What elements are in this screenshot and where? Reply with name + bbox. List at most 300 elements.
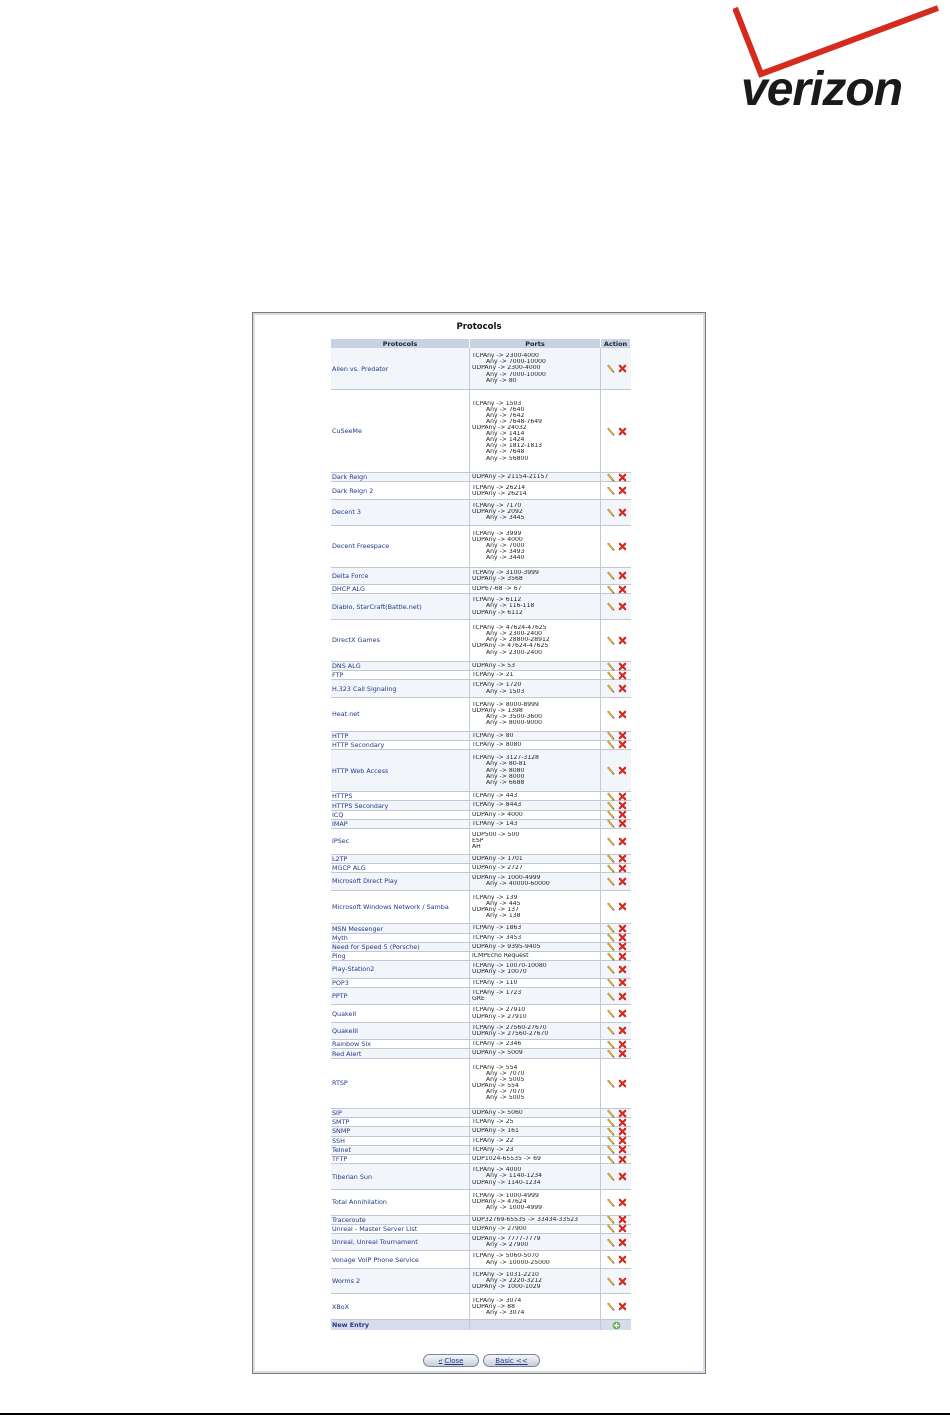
protocol-name-link[interactable]: PPTP	[331, 988, 470, 1004]
table-row	[331, 891, 631, 925]
action-cell	[601, 1269, 631, 1294]
protocol-name-link[interactable]: HTTP Web Access	[331, 750, 470, 791]
delete-x-icon[interactable]	[618, 1224, 627, 1233]
port-rule: Any -> 7648	[486, 449, 525, 456]
delete-x-icon[interactable]	[618, 1079, 627, 1088]
port-rule: TCPAny -> 7170	[472, 503, 522, 510]
port-rule: UDPAny -> 53	[472, 663, 516, 669]
edit-pencil-icon[interactable]	[606, 1238, 615, 1247]
edit-pencil-icon[interactable]	[606, 1009, 615, 1018]
delete-x-icon[interactable]	[618, 1109, 627, 1118]
ports-cell	[470, 952, 601, 960]
action-cell	[601, 1023, 631, 1039]
delete-x-icon[interactable]	[618, 1215, 627, 1224]
table-row	[331, 568, 631, 585]
protocol-name-link[interactable]: MGCP ALG	[331, 864, 470, 872]
port-rule: TCPAny -> 1720	[472, 682, 522, 689]
protocol-name-link[interactable]: Myth	[331, 934, 470, 942]
delete-x-icon[interactable]	[618, 486, 627, 495]
port-rule: UDPAny -> 137	[472, 906, 519, 913]
protocol-name-link[interactable]: XBoX	[331, 1294, 470, 1319]
protocol-name-link[interactable]: Delta Force	[331, 568, 470, 584]
port-rule: UDPAny -> 4000	[472, 536, 523, 543]
table-row	[331, 934, 631, 943]
port-rule: UDPAny -> 1398	[472, 708, 523, 715]
action-cell	[601, 1294, 631, 1319]
edit-pencil-icon[interactable]	[606, 902, 615, 911]
ports-cell	[470, 1137, 601, 1145]
protocol-name-link[interactable]: SIP	[331, 1109, 470, 1117]
edit-pencil-icon[interactable]	[606, 952, 615, 961]
action-cell	[601, 979, 631, 987]
ports-cell	[470, 829, 601, 854]
delete-x-icon[interactable]	[618, 854, 627, 863]
column-header-ports: Ports	[470, 339, 601, 348]
delete-x-icon[interactable]	[618, 710, 627, 719]
ports-cell	[470, 1269, 601, 1294]
protocol-name-link[interactable]: Red Alert	[331, 1049, 470, 1057]
action-cell	[601, 390, 631, 472]
edit-pencil-icon[interactable]	[606, 1049, 615, 1058]
port-rule: UDPAny -> 10070	[472, 969, 527, 976]
port-rule: Any -> 2220-3212	[486, 1278, 543, 1285]
protocol-name-link[interactable]: Dark Reign 2	[331, 482, 470, 498]
delete-x-icon[interactable]	[618, 924, 627, 933]
port-rule: TCPAny -> 139	[472, 894, 518, 901]
table-row	[331, 732, 631, 741]
edit-pencil-icon[interactable]	[606, 1109, 615, 1118]
ports-cell	[470, 1146, 601, 1154]
port-rule: Any -> 3074	[486, 1309, 525, 1316]
protocol-name-link[interactable]: Need for Speed 5 (Porsche)	[331, 943, 470, 951]
delete-x-icon[interactable]	[618, 571, 627, 580]
delete-x-icon[interactable]	[618, 978, 627, 987]
edit-pencil-icon[interactable]	[606, 585, 615, 594]
ports-cell	[470, 594, 601, 619]
action-cell	[601, 473, 631, 481]
ports-cell	[470, 1164, 601, 1189]
port-rule: Any -> 6688	[486, 779, 525, 786]
column-header-action: Action	[601, 339, 631, 348]
protocol-name-link[interactable]: Telnet	[331, 1146, 470, 1154]
edit-pencil-icon[interactable]	[606, 508, 615, 517]
ports-cell	[470, 1294, 601, 1319]
protocol-name-link[interactable]: MSN Messenger	[331, 924, 470, 932]
ports-cell	[470, 979, 601, 987]
delete-x-icon[interactable]	[618, 473, 627, 482]
delete-x-icon[interactable]	[618, 636, 627, 645]
edit-pencil-icon[interactable]	[606, 942, 615, 951]
port-rule: Any -> 1503	[486, 688, 525, 695]
ports-cell	[470, 801, 601, 809]
port-rule: Any -> 8080	[486, 767, 525, 774]
edit-pencil-icon[interactable]	[606, 933, 615, 942]
delete-x-icon[interactable]	[618, 1136, 627, 1145]
delete-x-icon[interactable]	[618, 585, 627, 594]
edit-pencil-icon[interactable]	[606, 571, 615, 580]
port-rule: Any -> 8000-9000	[486, 720, 543, 727]
port-rule: Any -> 3445	[486, 515, 525, 522]
protocol-name-link[interactable]: Total Annihilation	[331, 1190, 470, 1215]
action-cell	[601, 1137, 631, 1145]
edit-pencil-icon[interactable]	[606, 1277, 615, 1286]
edit-pencil-icon[interactable]	[606, 1136, 615, 1145]
edit-pencil-icon[interactable]	[606, 801, 615, 810]
edit-pencil-icon[interactable]	[606, 1026, 615, 1035]
port-rule: ICMPEcho Request	[472, 953, 529, 960]
action-cell	[601, 1146, 631, 1154]
table-row	[331, 1040, 631, 1049]
edit-pencil-icon[interactable]	[606, 1255, 615, 1264]
port-rule: UDP67-68 -> 67	[472, 586, 522, 593]
edit-pencil-icon[interactable]	[606, 965, 615, 974]
port-rule: UDPAny -> 2300-4000	[472, 365, 541, 372]
ports-cell	[470, 1155, 601, 1163]
ports-cell	[470, 568, 601, 584]
port-rule: UDP500 -> 500	[472, 832, 520, 839]
protocol-name-link[interactable]: Microsoft Windows Network / Samba	[331, 891, 470, 924]
protocol-name-link[interactable]: Microsoft Direct Play	[331, 873, 470, 889]
dialog-title: Protocols	[456, 322, 502, 332]
edit-pencil-icon[interactable]	[606, 924, 615, 933]
table-row	[331, 1216, 631, 1225]
port-rule: TCPAny -> 26214	[472, 484, 526, 491]
edit-pencil-icon[interactable]	[606, 486, 615, 495]
delete-x-icon[interactable]	[618, 942, 627, 951]
edit-pencil-icon[interactable]	[606, 1172, 615, 1181]
port-rule: AH	[472, 844, 481, 851]
port-rule: UDPAny -> 5009	[472, 1050, 523, 1057]
protocol-name-link[interactable]: FTP	[331, 671, 470, 679]
table-row	[331, 943, 631, 952]
delete-x-icon[interactable]	[618, 766, 627, 775]
protocol-name-link[interactable]: SSH	[331, 1137, 470, 1145]
table-row	[331, 1269, 631, 1295]
add-plus-icon[interactable]	[612, 1321, 621, 1330]
port-rule: UDP1024-65535 -> 69	[472, 1156, 541, 1163]
action-cell	[601, 1040, 631, 1048]
edit-pencil-icon[interactable]	[606, 1215, 615, 1224]
protocol-name-link[interactable]: Ping	[331, 952, 470, 960]
table-row	[331, 1234, 631, 1251]
protocol-name-link[interactable]: Dark Reign	[331, 473, 470, 481]
delete-x-icon[interactable]	[618, 1255, 627, 1264]
edit-pencil-icon[interactable]	[606, 427, 615, 436]
port-rule: UDPAny -> 4000	[472, 811, 523, 818]
port-rule: Any -> 445	[486, 900, 521, 907]
protocol-name-link[interactable]: CuSeeMe	[331, 390, 470, 472]
port-rule: UDPAny -> 7777-7779	[472, 1236, 541, 1243]
port-rule: Any -> 2300-2400	[486, 631, 543, 638]
delete-x-icon[interactable]	[618, 662, 627, 671]
port-rule: TCPAny -> 143	[472, 820, 518, 827]
protocol-name-link[interactable]: H.323 Call Signaling	[331, 680, 470, 696]
protocol-name-link[interactable]: Heat.net	[331, 698, 470, 731]
port-rule: UDPAny -> 24032	[472, 425, 527, 432]
new-entry-row[interactable]	[331, 1320, 631, 1330]
action-cell	[601, 811, 631, 819]
protocol-name-link[interactable]: Vonage VoIP Phone Service	[331, 1251, 470, 1267]
delete-x-icon[interactable]	[618, 684, 627, 693]
port-rule: TCPAny -> 27560-27670	[472, 1024, 547, 1031]
protocol-name-link[interactable]: L2TP	[331, 855, 470, 863]
port-rule: Any -> 27900	[486, 1242, 529, 1249]
protocol-name-link[interactable]: ICQ	[331, 811, 470, 819]
protocol-name-link[interactable]: HTTPS	[331, 792, 470, 800]
edit-pencil-icon[interactable]	[606, 1040, 615, 1049]
ports-cell	[470, 1234, 601, 1250]
table-row	[331, 671, 631, 680]
port-rule: TCPAny -> 1863	[472, 925, 522, 932]
protocol-name-link[interactable]: POP3	[331, 979, 470, 987]
table-row	[331, 873, 631, 890]
port-rule: TCPAny -> 6112	[472, 597, 522, 604]
protocols-dialog	[252, 312, 706, 1374]
edit-pencil-icon[interactable]	[606, 1198, 615, 1207]
port-rule: Any -> 1424	[486, 437, 525, 444]
port-rule: Any -> 8000	[486, 773, 525, 780]
action-cell	[601, 671, 631, 679]
delete-x-icon[interactable]	[618, 1238, 627, 1247]
new-entry-link[interactable]: New Entry	[331, 1320, 470, 1330]
action-cell	[601, 1190, 631, 1215]
protocol-name-link[interactable]: QuakeIII	[331, 1023, 470, 1039]
delete-x-icon[interactable]	[618, 819, 627, 828]
action-cell	[601, 792, 631, 800]
protocol-name-link[interactable]: DHCP ALG	[331, 585, 470, 593]
delete-x-icon[interactable]	[618, 1145, 627, 1154]
port-rule: Any -> 7642	[486, 412, 525, 419]
edit-pencil-icon[interactable]	[606, 810, 615, 819]
delete-x-icon[interactable]	[618, 508, 627, 517]
table-row	[331, 1023, 631, 1040]
ports-cell	[470, 662, 601, 670]
ports-cell	[470, 1059, 601, 1108]
delete-x-icon[interactable]	[618, 877, 627, 886]
edit-pencil-icon[interactable]	[606, 854, 615, 863]
delete-x-icon[interactable]	[618, 864, 627, 873]
port-rule: Any -> 1000-4999	[486, 1205, 543, 1212]
ports-cell	[470, 811, 601, 819]
protocol-name-link[interactable]: Traceroute	[331, 1216, 470, 1224]
port-rule: TCPAny -> 4000	[472, 1167, 522, 1174]
port-rule: Any -> 7000	[486, 542, 525, 549]
action-cell	[601, 1216, 631, 1224]
edit-pencil-icon[interactable]	[606, 740, 615, 749]
delete-x-icon[interactable]	[618, 542, 627, 551]
delete-x-icon[interactable]	[618, 671, 627, 680]
table-row	[331, 594, 631, 620]
edit-pencil-icon[interactable]	[606, 877, 615, 886]
protocol-name-link[interactable]: Unreal, Unreal Tournament	[331, 1234, 470, 1250]
action-cell	[601, 891, 631, 924]
delete-x-icon[interactable]	[618, 1127, 627, 1136]
edit-pencil-icon[interactable]	[606, 542, 615, 551]
close-button[interactable]	[423, 1354, 479, 1367]
edit-pencil-icon[interactable]	[606, 602, 615, 611]
delete-x-icon[interactable]	[618, 992, 627, 1001]
protocol-name-link[interactable]: HTTPS Secondary	[331, 801, 470, 809]
table-row	[331, 500, 631, 526]
protocol-name-link[interactable]: IPSec	[331, 829, 470, 854]
edit-pencil-icon[interactable]	[606, 473, 615, 482]
delete-x-icon[interactable]	[618, 792, 627, 801]
port-rule: UDPAny -> 26214	[472, 490, 527, 497]
table-row	[331, 1146, 631, 1155]
basic-button[interactable]: Basic <<	[483, 1354, 540, 1367]
edit-pencil-icon[interactable]	[606, 992, 615, 1001]
port-rule: TCPAny -> 110	[472, 979, 518, 986]
delete-x-icon[interactable]	[618, 810, 627, 819]
protocol-name-link[interactable]: QuakeII	[331, 1005, 470, 1021]
ports-cell	[470, 1118, 601, 1126]
action-cell	[601, 801, 631, 809]
port-rule: UDPAny -> 88	[472, 1303, 516, 1310]
edit-pencil-icon[interactable]	[606, 1145, 615, 1154]
edit-pencil-icon[interactable]	[606, 766, 615, 775]
delete-x-icon[interactable]	[618, 1009, 627, 1018]
table-row	[331, 811, 631, 820]
ports-cell	[470, 891, 601, 924]
protocol-name-link[interactable]: Alien vs. Predator	[331, 348, 470, 389]
ports-cell	[470, 961, 601, 977]
port-rule: TCPAny -> 8000-8999	[472, 702, 539, 709]
protocol-name-link[interactable]: Play-Station2	[331, 961, 470, 977]
verizon-wordmark: verizon	[741, 63, 903, 116]
delete-x-icon[interactable]	[618, 731, 627, 740]
delete-x-icon[interactable]	[618, 1155, 627, 1164]
delete-x-icon[interactable]	[618, 1049, 627, 1058]
edit-pencil-icon[interactable]	[606, 1118, 615, 1127]
port-rule: UDPAny -> 2092	[472, 509, 523, 516]
delete-x-icon[interactable]	[618, 1172, 627, 1181]
edit-pencil-icon[interactable]	[606, 864, 615, 873]
protocol-name-link[interactable]: Tiberian Sun	[331, 1164, 470, 1189]
protocol-name-link[interactable]: DirectX Games	[331, 620, 470, 661]
port-rule: Any -> 3440	[486, 555, 525, 562]
edit-pencil-icon[interactable]	[606, 364, 615, 373]
delete-x-icon[interactable]	[618, 952, 627, 961]
table-body	[331, 348, 631, 1320]
port-rule: Any -> 7000-10000	[486, 371, 546, 378]
port-rule: TCPAny -> 2346	[472, 1041, 522, 1048]
ports-cell	[470, 671, 601, 679]
protocol-name-link[interactable]: HTTP Secondary	[331, 741, 470, 749]
edit-pencil-icon[interactable]	[606, 710, 615, 719]
protocol-name-link[interactable]: RTSP	[331, 1059, 470, 1108]
port-rule: TCPAny -> 3999	[472, 530, 522, 537]
delete-x-icon[interactable]	[618, 427, 627, 436]
edit-pencil-icon[interactable]	[606, 978, 615, 987]
delete-x-icon[interactable]	[618, 1198, 627, 1207]
edit-pencil-icon[interactable]	[606, 636, 615, 645]
action-cell	[601, 1251, 631, 1267]
protocol-name-link[interactable]: SNMP	[331, 1127, 470, 1135]
delete-x-icon[interactable]	[618, 801, 627, 810]
table-row	[331, 526, 631, 568]
delete-x-icon[interactable]	[618, 740, 627, 749]
table-row	[331, 1251, 631, 1268]
protocol-name-link[interactable]: SMTP	[331, 1118, 470, 1126]
edit-pencil-icon[interactable]	[606, 1155, 615, 1164]
port-rule: UDPAny -> 1701	[472, 855, 523, 862]
port-rule: UDPAny -> 47624	[472, 1199, 527, 1206]
delete-x-icon[interactable]	[618, 1302, 627, 1311]
delete-x-icon[interactable]	[618, 837, 627, 846]
ports-cell	[470, 855, 601, 863]
protocol-name-link[interactable]: TFTP	[331, 1155, 470, 1163]
action-cell	[601, 1164, 631, 1189]
delete-x-icon[interactable]	[618, 965, 627, 974]
ports-cell	[470, 482, 601, 498]
new-entry-action-cell	[601, 1320, 631, 1330]
protocol-name-link[interactable]: Unreal - Master Server List	[331, 1225, 470, 1233]
port-rule: Any -> 10000-25000	[486, 1259, 550, 1266]
action-cell	[601, 1059, 631, 1108]
ports-cell	[470, 864, 601, 872]
port-rule: Any -> 1812-1813	[486, 443, 543, 450]
delete-x-icon[interactable]	[618, 1118, 627, 1127]
edit-pencil-icon[interactable]	[606, 1127, 615, 1136]
action-cell	[601, 1225, 631, 1233]
table-row	[331, 473, 631, 482]
protocol-name-link[interactable]: Diablo, StarCraft(Battle.net)	[331, 594, 470, 619]
protocol-name-link[interactable]: Worms 2	[331, 1269, 470, 1294]
port-rule: GRE	[472, 996, 485, 1003]
protocol-name-link[interactable]: IMAP	[331, 820, 470, 828]
port-rule: Any -> 116-118	[486, 603, 535, 610]
table-row	[331, 855, 631, 864]
delete-x-icon[interactable]	[618, 364, 627, 373]
delete-x-icon[interactable]	[618, 602, 627, 611]
port-rule: Any -> 80	[486, 377, 517, 384]
edit-pencil-icon[interactable]	[606, 684, 615, 693]
table-row	[331, 1005, 631, 1022]
edit-pencil-icon[interactable]	[606, 731, 615, 740]
port-rule: Any -> 3500-3600	[486, 714, 543, 721]
port-rule: UDPAny -> 1000-1029	[472, 1284, 541, 1291]
delete-x-icon[interactable]	[618, 1040, 627, 1049]
edit-pencil-icon[interactable]	[606, 1302, 615, 1311]
edit-pencil-icon[interactable]	[606, 662, 615, 671]
edit-pencil-icon[interactable]	[606, 837, 615, 846]
port-rule: UDPAny -> 21154-21157	[472, 474, 549, 481]
table-row	[331, 1109, 631, 1118]
table-row	[331, 348, 631, 390]
protocol-name-link[interactable]: HTTP	[331, 732, 470, 740]
edit-pencil-icon[interactable]	[606, 819, 615, 828]
delete-x-icon[interactable]	[618, 1026, 627, 1035]
protocol-name-link[interactable]: DNS ALG	[331, 662, 470, 670]
port-rule: UDPAny -> 161	[472, 1128, 519, 1135]
edit-pencil-icon[interactable]	[606, 1224, 615, 1233]
edit-pencil-icon[interactable]	[606, 1079, 615, 1088]
new-entry-ports-cell	[470, 1320, 601, 1330]
delete-x-icon[interactable]	[618, 933, 627, 942]
protocol-name-link[interactable]: Decent Freespace	[331, 526, 470, 567]
protocol-name-link[interactable]: Decent 3	[331, 500, 470, 525]
edit-pencil-icon[interactable]	[606, 671, 615, 680]
ports-cell	[470, 526, 601, 567]
ports-cell	[470, 1216, 601, 1224]
delete-x-icon[interactable]	[618, 1277, 627, 1286]
action-cell	[601, 482, 631, 498]
edit-pencil-icon[interactable]	[606, 792, 615, 801]
action-cell	[601, 1109, 631, 1117]
protocol-name-link[interactable]: Rainbow Six	[331, 1040, 470, 1048]
delete-x-icon[interactable]	[618, 902, 627, 911]
ports-cell	[470, 1251, 601, 1267]
